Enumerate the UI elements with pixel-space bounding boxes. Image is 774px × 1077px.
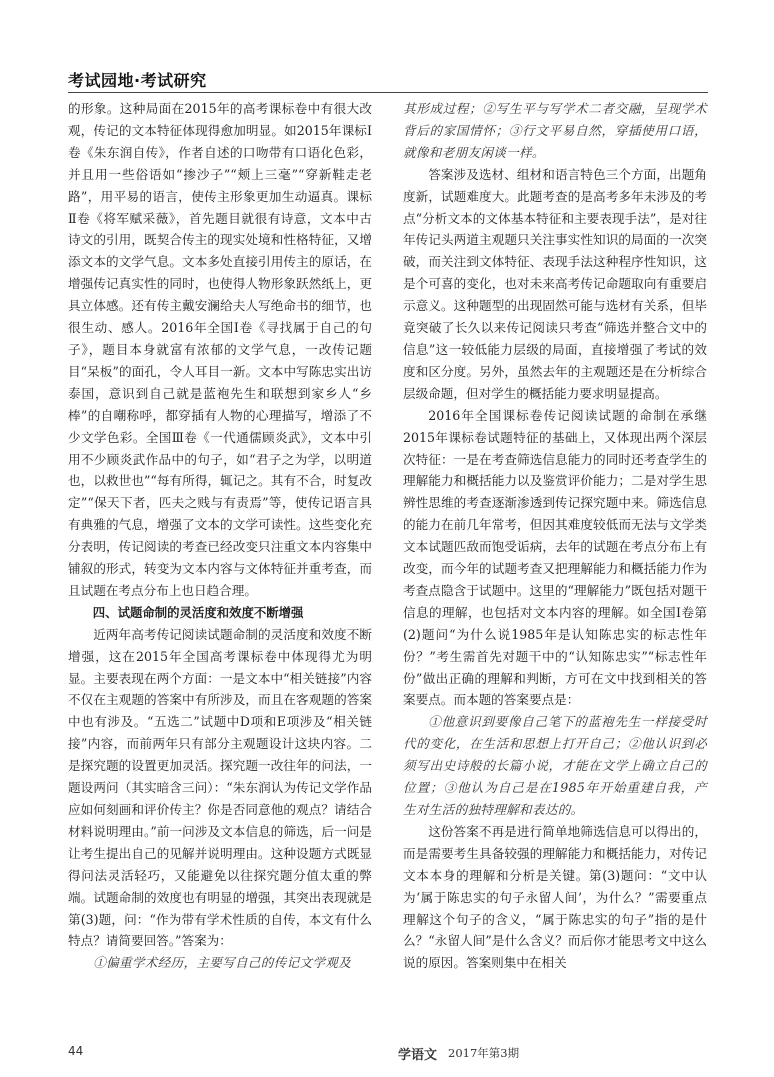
- right-column: [403, 98, 707, 974]
- running-header: [68, 68, 708, 90]
- answer-quote-continued: 其形成过程；②写生平与写学术二者交融，呈现学术背后的家国情怀；③行文平易自然，穿插使用口语，就像和老朋友闲谈一样。: [403, 101, 707, 160]
- page-footer: [68, 1044, 708, 1064]
- answer-quote: ①他意识到要像自己笔下的蓝袍先生一样接受时代的变化，在生活和思想上打开自己；②他认识到必须写出史诗般的长篇小说，才能在文学上确立自己的位置；③他认为自己是在1985年开始重建自我，产生对生活的独特理解和表达的。: [403, 714, 707, 817]
- answer-quote: ①偏重学术经历，主要写自己的传记文学观及: [93, 955, 352, 971]
- paragraph: 近两年高考传记阅读试题命制的灵活度和效度不断增强，这在2015年全国高考课标卷中体现得尤为明显。主要表现在两个方面：一是文本中“相关链接”内容不仅在主观题的答案中有所涉及，而且在客观题的答案中也有涉及。“五选二”试题中D项和E项涉及“相关链接”内容，而前两年只有部分主观题设计这块内容。二是探究题的设置更加灵活。探究题一改往年的问法，一题设两问（其实暗含三问）：“朱东润认为传记文学作品应如何刻画和评价传主？你是否同意他的观点？请结合材料说明理由。”前一问涉及文本信息的筛选，后一问是让考生提出自己的见解并说明理由。这种设题方式既显得问法灵活轻巧，又能避免以往探究题分值太重的弊端。试题命制的效度也有明显的增强，其突出表现就是第(3)题，问：“作为带有学术性质的自传，本文有什么特点？请简要回答。”答案为：: [68, 626, 372, 949]
- paragraph: 2016年全国课标卷传记阅读试题的命制在承继2015年课标卷试题特征的基础上，又体现出两个深层次特征：一是在考查筛选信息能力的同时还考查学生的理解能力和概括能力以及鉴赏评价能力；二是对学生思辨性思维的考查逐渐渗透到传记探究题中来。筛选信息的能力在前几年常考，但因其难度较低而无法与文学类文本试题匹敌而饱受诟病，去年的试题在考点分布上有改变，而今年的试题考查又把理解能力和概括能力作为考查点隐含于试题中。这里的“理解能力”既包括对题干信息的理解，也包括对文本内容的理解。如全国Ⅰ卷第(2)题问“为什么说1985年是认知陈忠实的标志性年份？”考生需首先对题干中的“认知陈忠实”“标志性年份”做出正确的理解和判断，方可在文中找到相关的答案要点。而本题的答案要点是：: [403, 407, 707, 708]
- paragraph: 的形象。这种局面在2015年的高考课标卷中有很大改观，传记的文本特征体现得愈加明显。如2015年课标Ⅰ卷《朱东润自传》，作者自述的口吻带有口语化色彩，并且用一些俗语如“掺沙子”“颊上三毫”“穿新鞋走老路”，用平易的语言，使传主形象更加生动逼真。课标Ⅱ卷《将军赋采薇》，首先题目就很有诗意，文本中古诗文的引用，既契合传主的现实处境和性格特征，又增添文本的文学气息。文本多处直接引用传主的原话，在增强传记真实性的同时，也使得人物形象跃然纸上，更具立体感。还有传主戴安澜给夫人写绝命书的细节，也很生动、感人。2016年全国Ⅰ卷《寻找属于自己的句子》，题目本身就富有浓郁的文学气息，一改传记题目“呆板”的面孔，令人耳目一新。文本中写陈忠实出访泰国，意识到自己就是蓝袍先生和联想到家乡人“乡棒”的自嘲称呼，都穿插有人物的心理描写，增添了不少文学色彩。全国Ⅲ卷《一代通儒顾炎武》，文本中引用不少顾炎武作品中的句子，如“君子之为学，以明道也，以救世也”“每有所得，辄记之。其有不合，时复改定”“保天下者，匹夫之贱与有责焉”等，使传记语言具有典雅的气息，增强了文本的文学可读性。这些变化充分表明，传记阅读的考查已经改变只注重文本内容集中铺叙的形式，转变为文本内容与文体特征并重考查，而且试题在考点分布上也日趋合理。: [68, 101, 372, 598]
- header-title: 考试园地·考试研究: [68, 71, 207, 90]
- issue-label: 2017年第3期: [448, 1046, 520, 1060]
- paragraph: 答案涉及选材、组材和语言特色三个方面，出题角度新，试题难度大。此题考查的是高考多年未涉及的考点“分析文本的文体基本特征和主要表现手法”，是对往年传记头两道主观题只关注事实性知识的局面的一次突破，而关注到文体特征、表现手法这种程序性知识，这是个可喜的变化，也对未来高考传记命题取向有重要启示意义。这种题型的出现固然可能与选材有关系，但毕竟突破了长久以来传记阅读只考查“筛选并整合文中的信息”这一较低能力层级的局面，直接增强了考试的效度和区分度。另外，虽然去年的主观题还是在分析综合层级命题，但对学生的概括能力要求明显提高。: [403, 166, 707, 401]
- left-column: [68, 98, 372, 974]
- paragraph: 这份答案不再是进行简单地筛选信息可以得出的，而是需要考生具备较强的理解能力和概括能力，对传记文本本身的理解和分析是关键。第(3)题问：“文中认为‘属于陈忠实的句子永留人间’，为什么？”需要重点理解这个句子的含义，“属于陈忠实的句子”指的是什么？“永留人间”是什么含义？而后你才能思考文中这么说的原因。答案则集中在相关: [403, 823, 707, 971]
- page-number: 44: [68, 1044, 84, 1058]
- journal-name: 学语文: [398, 1048, 438, 1063]
- header-rule: [68, 92, 708, 93]
- section-heading: 四、试题命制的灵活度和效度不断增强: [92, 604, 304, 620]
